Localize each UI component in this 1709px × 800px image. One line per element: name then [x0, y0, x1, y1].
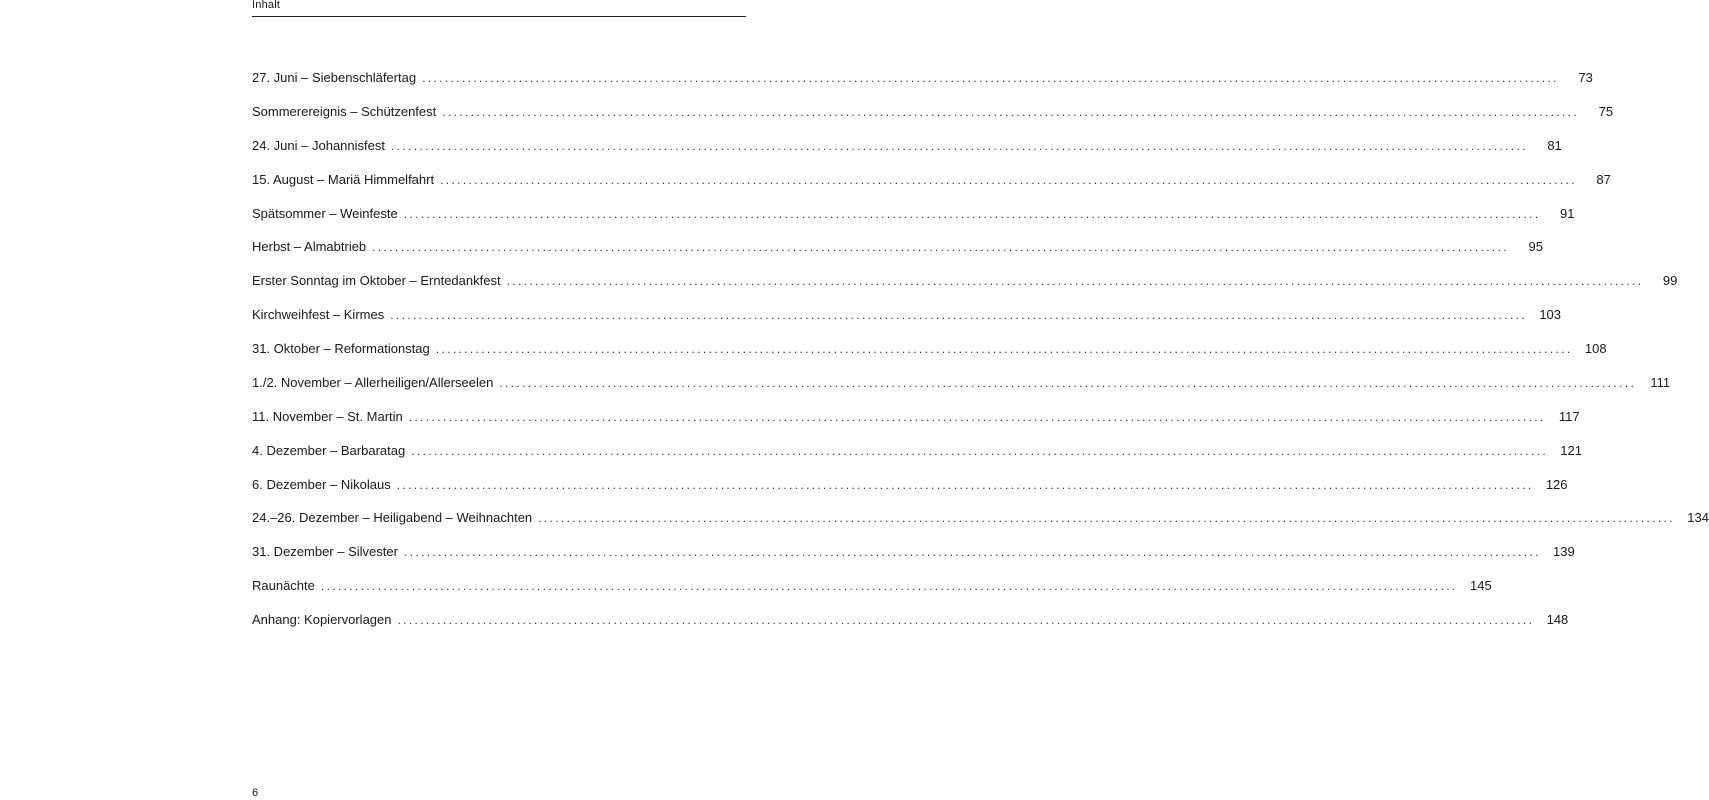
- toc-entry-label: Spätsommer – Weinfeste: [252, 205, 398, 221]
- toc-entry-page: 121: [1560, 442, 1582, 458]
- toc-entry[interactable]: [252, 102, 1614, 136]
- toc-entry-label: 24.–26. Dezember – Heiligabend – Weihnachten: [252, 510, 533, 526]
- toc-leader-dots: ........................................................................................................................................................................................................: [396, 477, 1534, 492]
- toc-entry-page: 148: [1546, 612, 1569, 627]
- toc-entry[interactable]: [252, 576, 1492, 610]
- toc-entry-label: Sommerereignis – Schützenfest: [252, 103, 437, 119]
- toc-entry-label: Anhang: Kopiervorlagen: [252, 612, 392, 627]
- toc-entry[interactable]: [252, 542, 1575, 576]
- toc-leader-dots: ........................................................................................................................................................................................................: [435, 342, 1573, 356]
- toc-entry-label: Erster Sonntag im Oktober – Erntedankfest: [252, 273, 501, 289]
- toc-leader-dots: ........................................................................................................................................................................................................: [397, 613, 1535, 627]
- toc-entry-page: 75: [1598, 103, 1614, 119]
- toc-entry-label: 31. Oktober – Reformationstag: [252, 341, 430, 356]
- toc-entry-label: Kirchweihfest – Kirmes: [252, 307, 385, 323]
- toc-entry[interactable]: [252, 271, 1678, 305]
- toc-entry[interactable]: [252, 237, 1543, 271]
- toc-leader-dots: ........................................................................................................................................................................................................: [403, 206, 1541, 221]
- toc-leader-dots: ........................................................................................................................................................................................................: [320, 579, 1458, 594]
- toc-entry-page: 108: [1584, 341, 1607, 356]
- toc-entry[interactable]: [252, 170, 1611, 204]
- toc-leader-dots: ........................................................................................................................................................................................................: [390, 138, 1528, 153]
- toc-entry-label: Herbst – Almabtrieb: [252, 239, 367, 255]
- toc-entry-page: 95: [1528, 239, 1543, 255]
- toc-entry-page: 111: [1650, 374, 1671, 390]
- toc-leader-dots: ........................................................................................................................................................................................................: [411, 443, 1548, 458]
- toc-leader-dots: ........................................................................................................................................................................................................: [390, 308, 1528, 323]
- toc-entry-label: 6. Dezember – Nikolaus: [252, 476, 391, 492]
- toc-leader-dots: ........................................................................................................................................................................................................: [403, 545, 1541, 560]
- toc-entry-page: 87: [1596, 171, 1611, 187]
- toc-entry-label: 24. Juni – Johannisfest: [252, 137, 385, 153]
- toc-entry[interactable]: [252, 508, 1709, 542]
- toc-entry-label: 31. Dezember – Silvester: [252, 544, 398, 560]
- toc-leader-dots: ........................................................................................................................................................................................................: [538, 511, 1675, 526]
- toc-entry-label: 1./2. November – Allerheiligen/Allerseelen: [252, 374, 494, 390]
- toc-entry-page: 145: [1469, 578, 1492, 594]
- toc-entry-label: 27. Juni – Siebenschläfertag: [252, 70, 417, 85]
- toc-entry[interactable]: [252, 441, 1582, 475]
- toc-leader-dots: ........................................................................................................................................................................................................: [499, 375, 1637, 390]
- toc-entry-page: 99: [1662, 273, 1678, 289]
- table-of-contents: [252, 68, 1709, 644]
- page-number: 6: [252, 787, 259, 799]
- toc-entry-label: 4. Dezember – Barbaratag: [252, 442, 406, 458]
- toc-leader-dots: ........................................................................................................................................................................................................: [440, 172, 1577, 187]
- toc-entry-label: 15. August – Mariä Himmelfahrt: [252, 171, 435, 187]
- toc-entry[interactable]: [252, 136, 1562, 170]
- toc-entry-page: 117: [1558, 408, 1580, 424]
- toc-entry-page: 103: [1539, 307, 1562, 323]
- toc-entry-label: 11. November – St. Martin: [252, 408, 403, 424]
- toc-entry[interactable]: [252, 68, 1593, 102]
- toc-entry-page: 91: [1560, 205, 1575, 221]
- toc-entry-label: Raunächte: [252, 578, 315, 594]
- header-title: Inhalt: [252, 0, 281, 11]
- toc-entry[interactable]: [252, 305, 1562, 339]
- toc-leader-dots: ........................................................................................................................................................................................................: [442, 104, 1580, 119]
- toc-entry-page: 134: [1687, 510, 1709, 526]
- toc-entry[interactable]: [252, 339, 1607, 373]
- toc-entry[interactable]: [252, 610, 1569, 644]
- toc-entry[interactable]: [252, 204, 1575, 238]
- toc-entry[interactable]: [252, 475, 1568, 509]
- toc-entry-page: 73: [1578, 70, 1593, 85]
- toc-leader-dots: ........................................................................................................................................................................................................: [372, 240, 1509, 255]
- running-header: [252, 0, 746, 17]
- toc-leader-dots: ........................................................................................................................................................................................................: [506, 274, 1644, 289]
- toc-leader-dots: ........................................................................................................................................................................................................: [408, 409, 1546, 424]
- toc-entry-page: 81: [1547, 137, 1562, 153]
- toc-entry[interactable]: [252, 407, 1580, 441]
- toc-entry[interactable]: [252, 373, 1671, 407]
- toc-entry-page: 139: [1553, 544, 1575, 560]
- toc-leader-dots: ........................................................................................................................................................................................................: [422, 71, 1559, 85]
- toc-entry-page: 126: [1545, 476, 1568, 492]
